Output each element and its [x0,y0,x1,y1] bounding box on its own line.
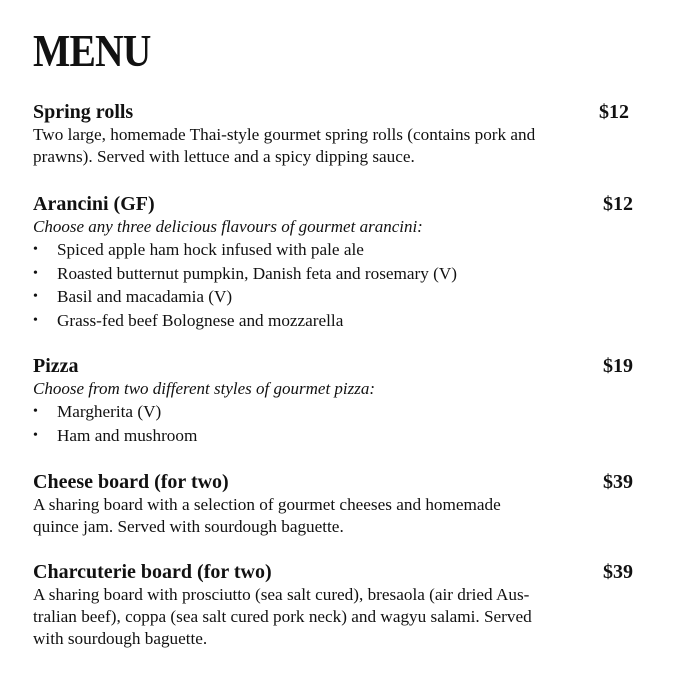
list-item: • Basil and macadamia (V) [33,285,633,309]
item-price: $39 [603,561,633,583]
item-description-line: quince jam. Served with sourdough baguette. [33,517,344,536]
item-header [33,560,633,584]
menu-item-cheese-board [33,470,633,538]
bullet-icon: • [33,427,38,443]
item-header [33,470,633,494]
list-item: • Spiced apple ham hock infused with pale ale [33,238,633,262]
item-header [33,100,633,124]
item-header [33,192,633,216]
item-description-line: A sharing board with a selection of gourmet cheeses and homemade [33,495,501,514]
item-price: $12 [603,193,633,215]
item-description-line: A sharing board with prosciutto (sea salt cured), bresaola (air dried Aus- [33,585,530,604]
item-name: Arancini (GF) [33,193,155,215]
item-description-line: Two large, homemade Thai-style gourmet spring rolls (contains pork and [33,125,536,144]
bullet-icon: • [33,404,38,419]
menu-page [33,25,633,648]
list-item: • Grass-fed beef Bolognese and mozzarella [33,309,633,333]
menu-item-arancini [33,192,633,332]
item-header [33,354,633,378]
bullet-icon: • [33,242,38,257]
bullet-icon: • [33,265,38,281]
item-name: Spring rolls [33,101,134,123]
menu-item-spring-rolls [33,100,633,168]
option-list [33,238,633,332]
item-intro: Choose any three delicious flavours of gourmet arancini: [33,217,423,236]
option-list [33,400,633,447]
item-intro: Choose from two different styles of gourmet pizza: [33,379,376,398]
list-item: • Margherita (V) [33,400,633,424]
list-item: • Roasted butternut pumpkin, Danish feta and rosemary (V) [33,262,633,286]
item-price: $12 [599,101,629,123]
bullet-icon: • [33,289,38,304]
item-description-line: prawns). Served with lettuce and a spicy dipping sauce. [33,147,415,166]
menu-item-charcuterie-board [33,560,633,650]
bullet-icon: • [33,312,38,328]
item-price: $19 [603,355,633,377]
item-name: Pizza [33,355,79,377]
menu-title: MENU [33,25,151,76]
menu-item-pizza [33,354,633,447]
item-price: $39 [603,471,633,493]
list-item: • Ham and mushroom [33,424,633,448]
item-name: Cheese board (for two) [33,471,229,493]
item-description-line: with sourdough baguette. [33,629,208,648]
item-description-line: tralian beef), coppa (sea salt cured pork neck) and wagyu salami. Served [33,607,532,626]
item-name: Charcuterie board (for two) [33,561,272,583]
